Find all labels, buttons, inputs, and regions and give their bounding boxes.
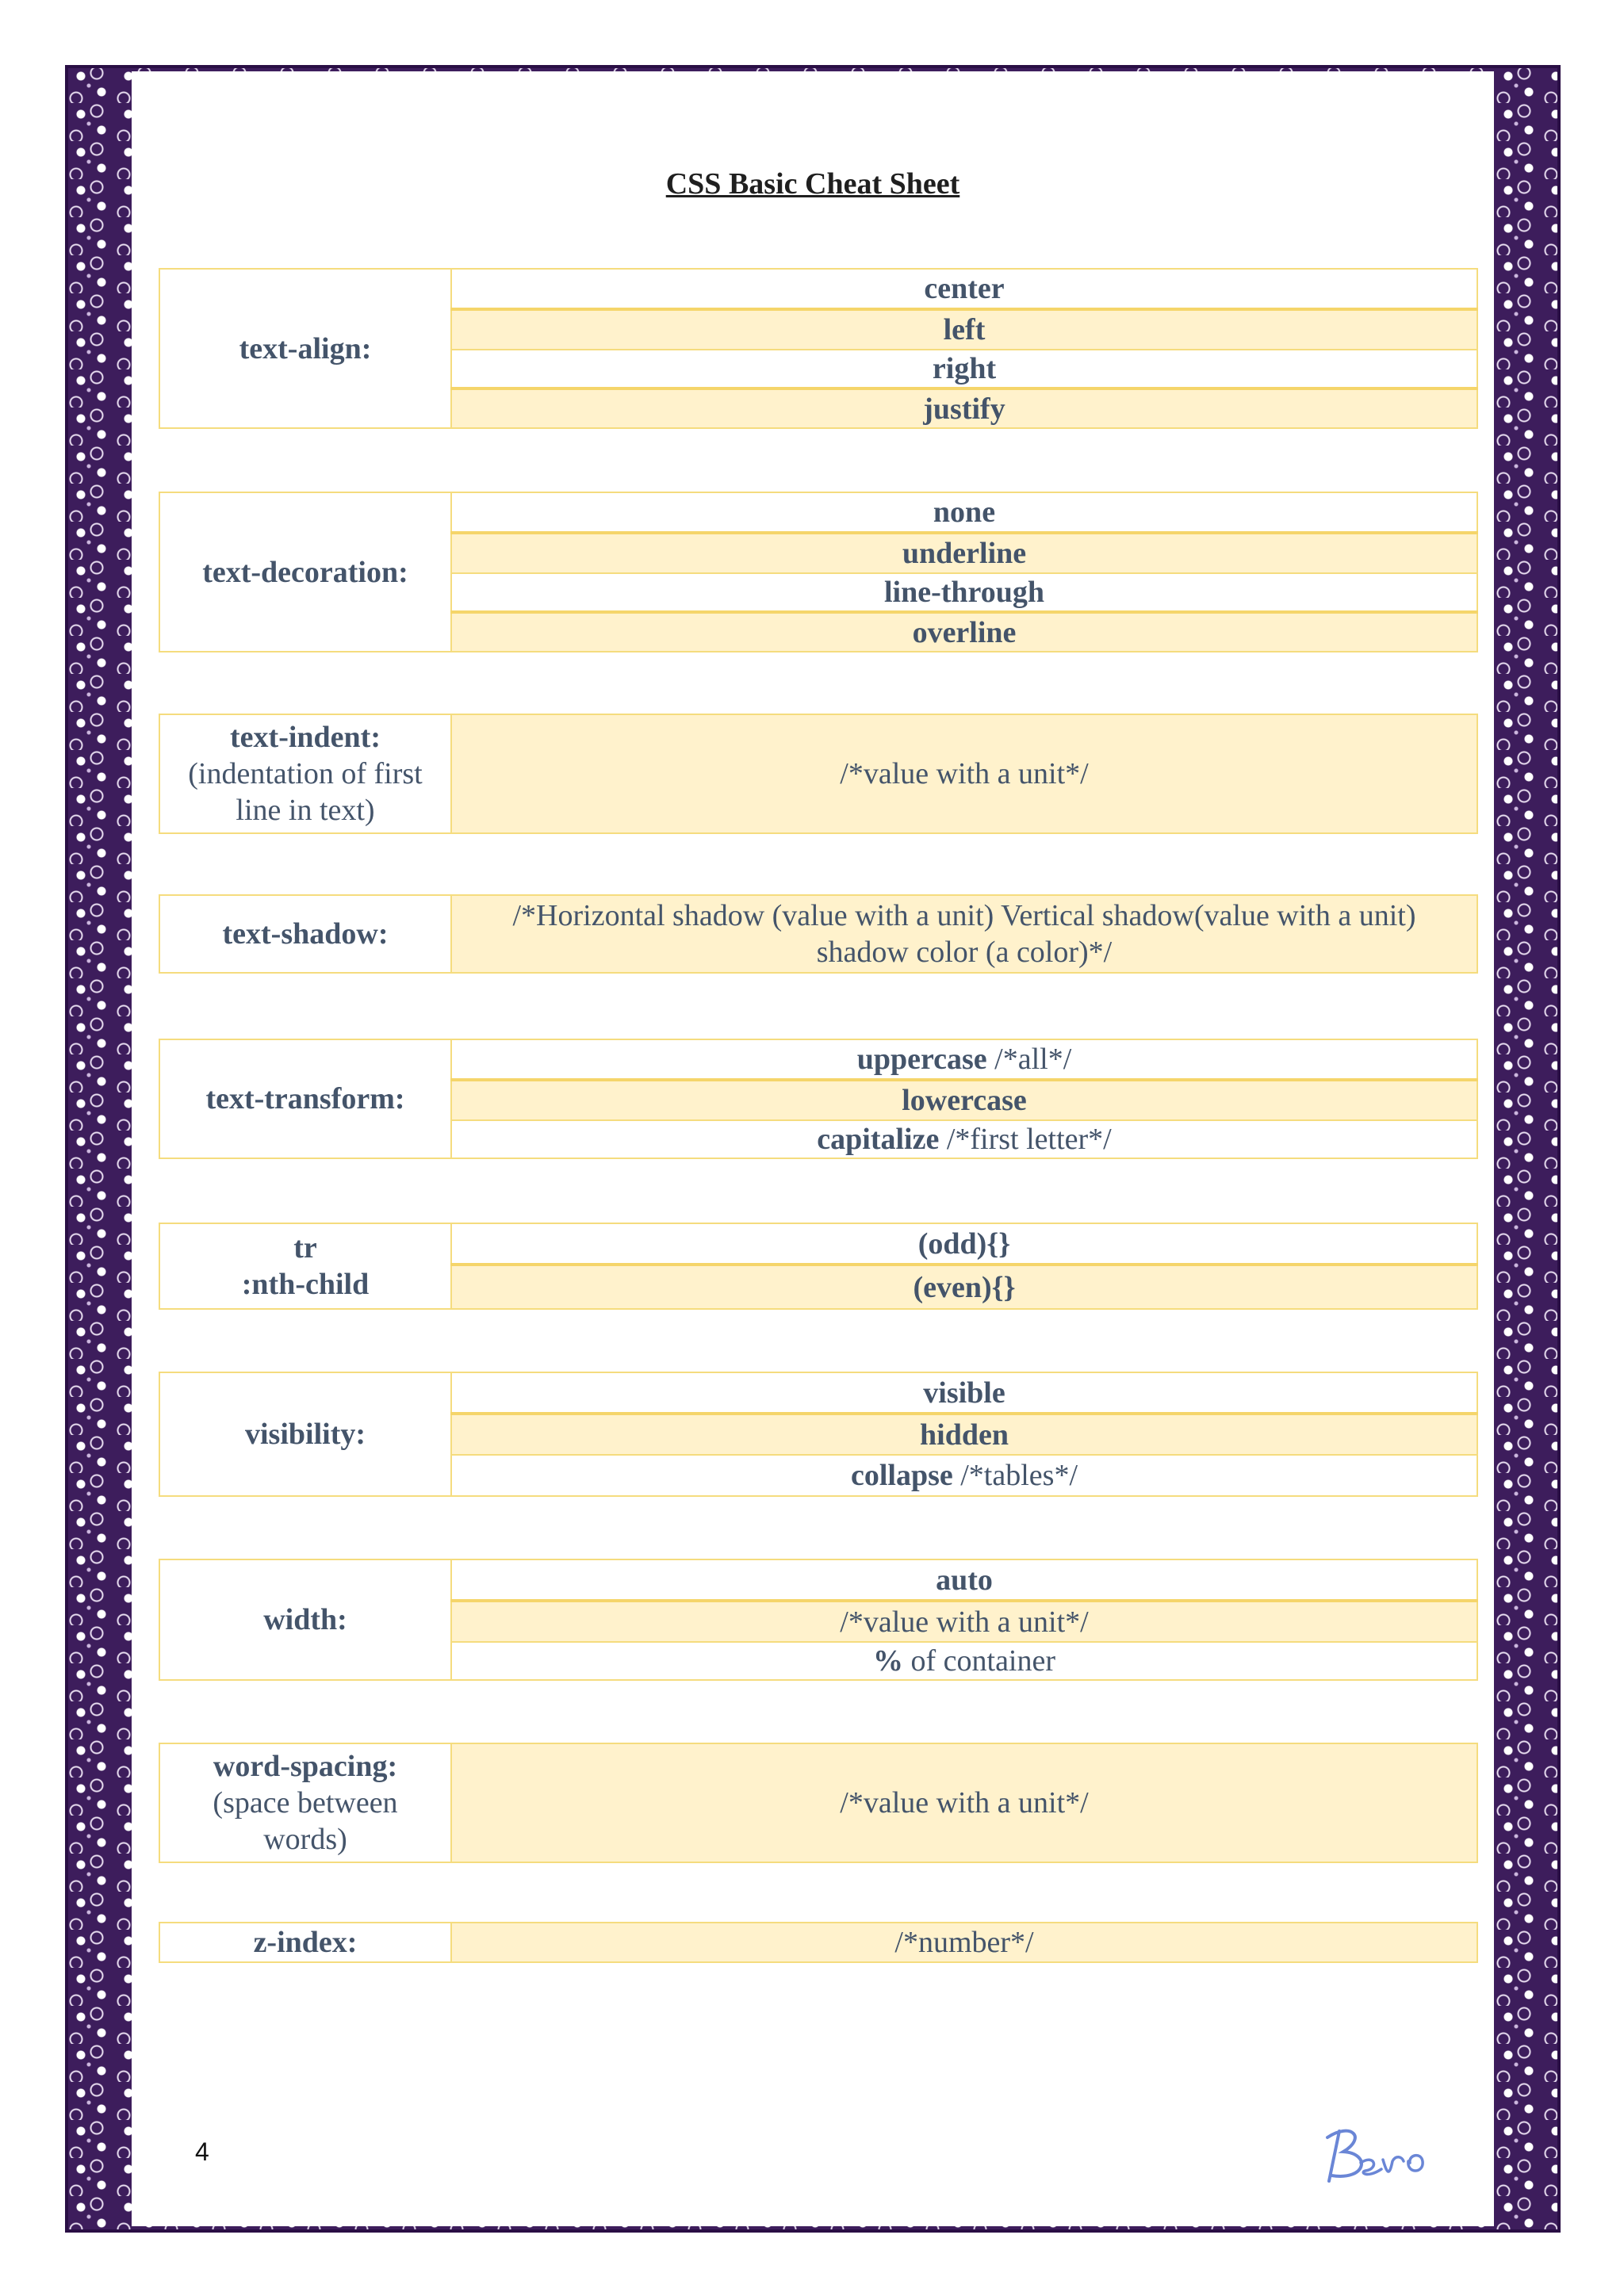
value-cell (451, 1039, 1477, 1080)
table-text-indent (159, 714, 1478, 834)
value-cell: (odd){} (451, 1223, 1477, 1265)
value-cell (451, 1455, 1477, 1496)
property-label: z-index: (159, 1923, 451, 1962)
value-cell: center (451, 269, 1477, 309)
property-name: word-spacing: (213, 1750, 398, 1783)
property-label: text-decoration: (159, 492, 451, 652)
property-label: text-transform: (159, 1039, 451, 1158)
property-label (159, 1223, 451, 1309)
page-number: 4 (195, 2137, 209, 2166)
value-cell: right (451, 350, 1477, 388)
table-text-shadow (159, 894, 1478, 974)
value-cell: /*value with a unit*/ (451, 1743, 1477, 1862)
value-cell (451, 1642, 1477, 1680)
page (132, 71, 1494, 2226)
value-cell: none (451, 492, 1477, 533)
table-nth-child (159, 1223, 1478, 1310)
property-label: width: (159, 1559, 451, 1680)
property-name: text-indent: (230, 721, 381, 754)
table-visibility (159, 1372, 1478, 1497)
property-label: text-align: (159, 269, 451, 428)
value-cell: underline (451, 533, 1477, 573)
property-name-line2: :nth-child (241, 1268, 370, 1301)
value-cell (451, 1120, 1477, 1158)
value-cell: /*value with a unit*/ (451, 1601, 1477, 1642)
value-cell: left (451, 309, 1477, 350)
property-label: text-shadow: (159, 895, 451, 973)
page-title: CSS Basic Cheat Sheet (665, 167, 960, 201)
value-keyword: collapse (850, 1459, 953, 1492)
value-cell: justify (451, 388, 1477, 428)
value-cell: visible (451, 1372, 1477, 1414)
value-comment: /*tables*/ (960, 1459, 1078, 1492)
value-cell: (even){} (451, 1265, 1477, 1309)
table-z-index (159, 1922, 1478, 1963)
value-cell: /*number*/ (451, 1923, 1477, 1962)
property-label (159, 1743, 451, 1862)
value-cell: hidden (451, 1414, 1477, 1455)
property-label (159, 714, 451, 833)
value-cell: auto (451, 1559, 1477, 1601)
value-cell: overline (451, 612, 1477, 652)
value-cell: /*value with a unit*/ (451, 714, 1477, 833)
table-width (159, 1559, 1478, 1681)
table-text-align (159, 268, 1478, 429)
value-comment: /*all*/ (994, 1043, 1072, 1076)
value-keyword: % (872, 1644, 903, 1678)
property-description: (indentation of first line in text) (188, 757, 423, 827)
table-text-transform (159, 1039, 1478, 1159)
signature-logo (1304, 2114, 1454, 2193)
property-description: (space between words) (213, 1786, 398, 1856)
table-text-decoration (159, 492, 1478, 652)
value-cell: lowercase (451, 1080, 1477, 1120)
value-keyword: uppercase (856, 1043, 987, 1076)
table-word-spacing (159, 1743, 1478, 1863)
value-comment: of container (910, 1644, 1056, 1678)
value-comment: /*first letter*/ (946, 1123, 1112, 1156)
property-label: visibility: (159, 1372, 451, 1496)
value-keyword: capitalize (817, 1123, 940, 1156)
property-name: tr (293, 1231, 317, 1265)
value-cell: /*Horizontal shadow (value with a unit) Vertical shadow(value with a unit) shadow color (a color)*/ (451, 895, 1477, 973)
value-cell: line-through (451, 573, 1477, 612)
